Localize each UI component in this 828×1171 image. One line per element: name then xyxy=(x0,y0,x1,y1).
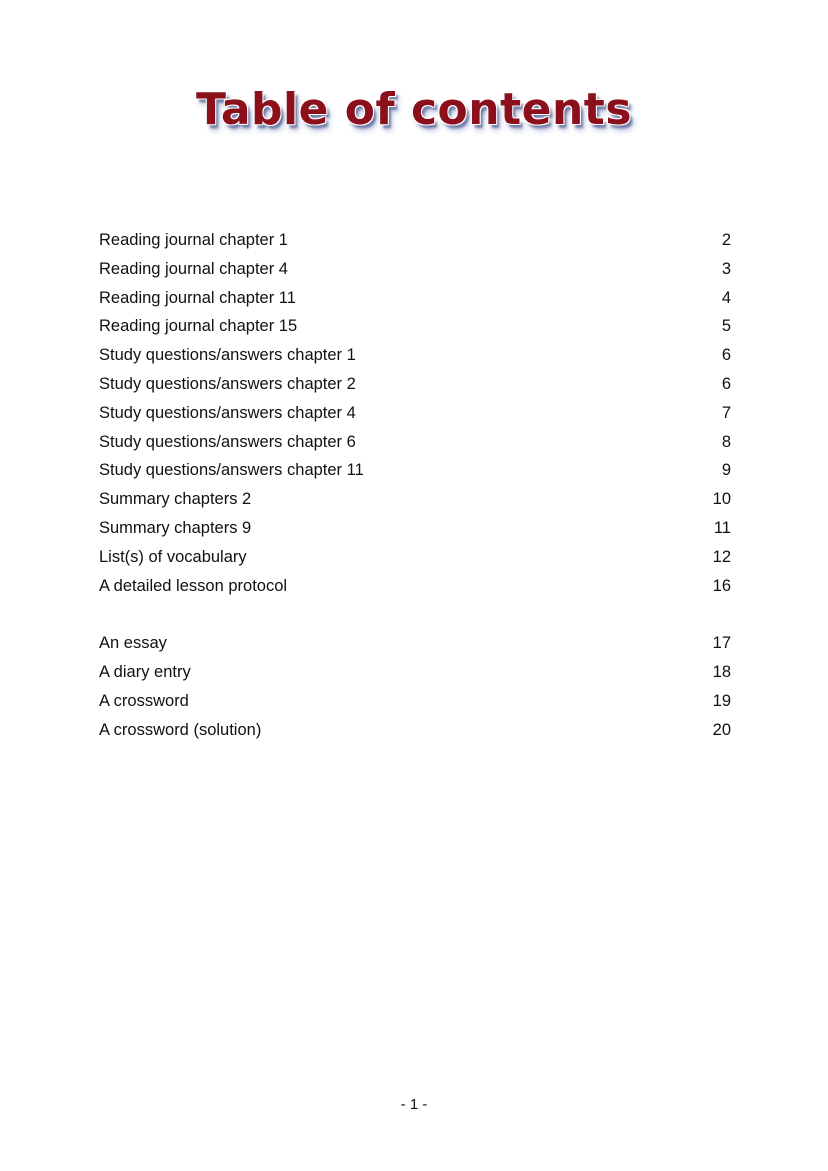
toc-entry xyxy=(99,572,731,601)
toc-entry xyxy=(99,341,731,370)
toc-entry xyxy=(99,658,731,687)
toc-entry-label: Reading journal chapter 15 xyxy=(99,317,298,336)
toc-entry xyxy=(99,543,731,572)
toc-entry-page: 20 xyxy=(712,720,731,739)
toc-entry xyxy=(99,428,731,457)
toc-entry-page: 4 xyxy=(721,288,731,307)
toc-entry-label: A crossword xyxy=(99,691,189,710)
toc-entry-label: Study questions/answers chapter 2 xyxy=(99,374,356,393)
toc-entry-label: Study questions/answers chapter 4 xyxy=(99,403,356,422)
toc-entry-label: Study questions/answers chapter 11 xyxy=(99,461,364,480)
page-title: Table of contents xyxy=(195,84,633,135)
toc-entry xyxy=(99,370,731,399)
toc-entry-label: Summary chapters 2 xyxy=(99,490,252,509)
toc-entry xyxy=(99,456,731,485)
toc-entry-page: 19 xyxy=(712,691,731,710)
toc-entry-page: 10 xyxy=(712,490,731,509)
toc-group-main xyxy=(99,226,731,600)
toc-entry xyxy=(99,485,731,514)
toc-entry-page: 5 xyxy=(721,317,731,336)
toc-entry-label: A crossword (solution) xyxy=(99,720,262,739)
toc-entry-label: Summary chapters 9 xyxy=(99,518,252,537)
toc-entry xyxy=(99,514,731,543)
page-number: - 1 - xyxy=(400,1096,428,1113)
toc-entry-label: A diary entry xyxy=(99,662,191,681)
toc-entry-page: 11 xyxy=(713,518,731,537)
table-of-contents xyxy=(99,226,731,744)
toc-entry xyxy=(99,716,731,745)
toc-entry-page: 9 xyxy=(721,461,731,480)
toc-entry-label: Reading journal chapter 11 xyxy=(99,288,296,307)
toc-entry-label: List(s) of vocabulary xyxy=(99,547,247,566)
toc-entry xyxy=(99,255,731,284)
toc-entry xyxy=(99,226,731,255)
toc-entry-label: A detailed lesson protocol xyxy=(99,576,288,595)
toc-entry-label: An essay xyxy=(99,634,167,653)
toc-entry xyxy=(99,629,731,658)
toc-entry-label: Study questions/answers chapter 1 xyxy=(99,346,356,365)
toc-group-extras xyxy=(99,629,731,744)
toc-entry-page: 3 xyxy=(721,259,731,278)
toc-entry-page: 2 xyxy=(721,231,731,249)
toc-entry xyxy=(99,312,731,341)
toc-entry-page: 16 xyxy=(712,576,731,595)
toc-entry-page: 18 xyxy=(712,662,731,681)
toc-entry-label: Study questions/answers chapter 6 xyxy=(99,432,356,451)
toc-entry-page: 17 xyxy=(712,634,731,653)
toc-entry xyxy=(99,399,731,428)
toc-entry-label: Reading journal chapter 1 xyxy=(99,231,288,249)
toc-entry xyxy=(99,687,731,716)
toc-entry-page: 6 xyxy=(721,346,731,365)
toc-entry-page: 12 xyxy=(712,547,731,566)
toc-entry-page: 6 xyxy=(721,374,731,393)
toc-entry-page: 7 xyxy=(721,403,731,422)
toc-entry-page: 8 xyxy=(721,432,731,451)
toc-entry xyxy=(99,284,731,313)
toc-entry-label: Reading journal chapter 4 xyxy=(99,259,288,278)
